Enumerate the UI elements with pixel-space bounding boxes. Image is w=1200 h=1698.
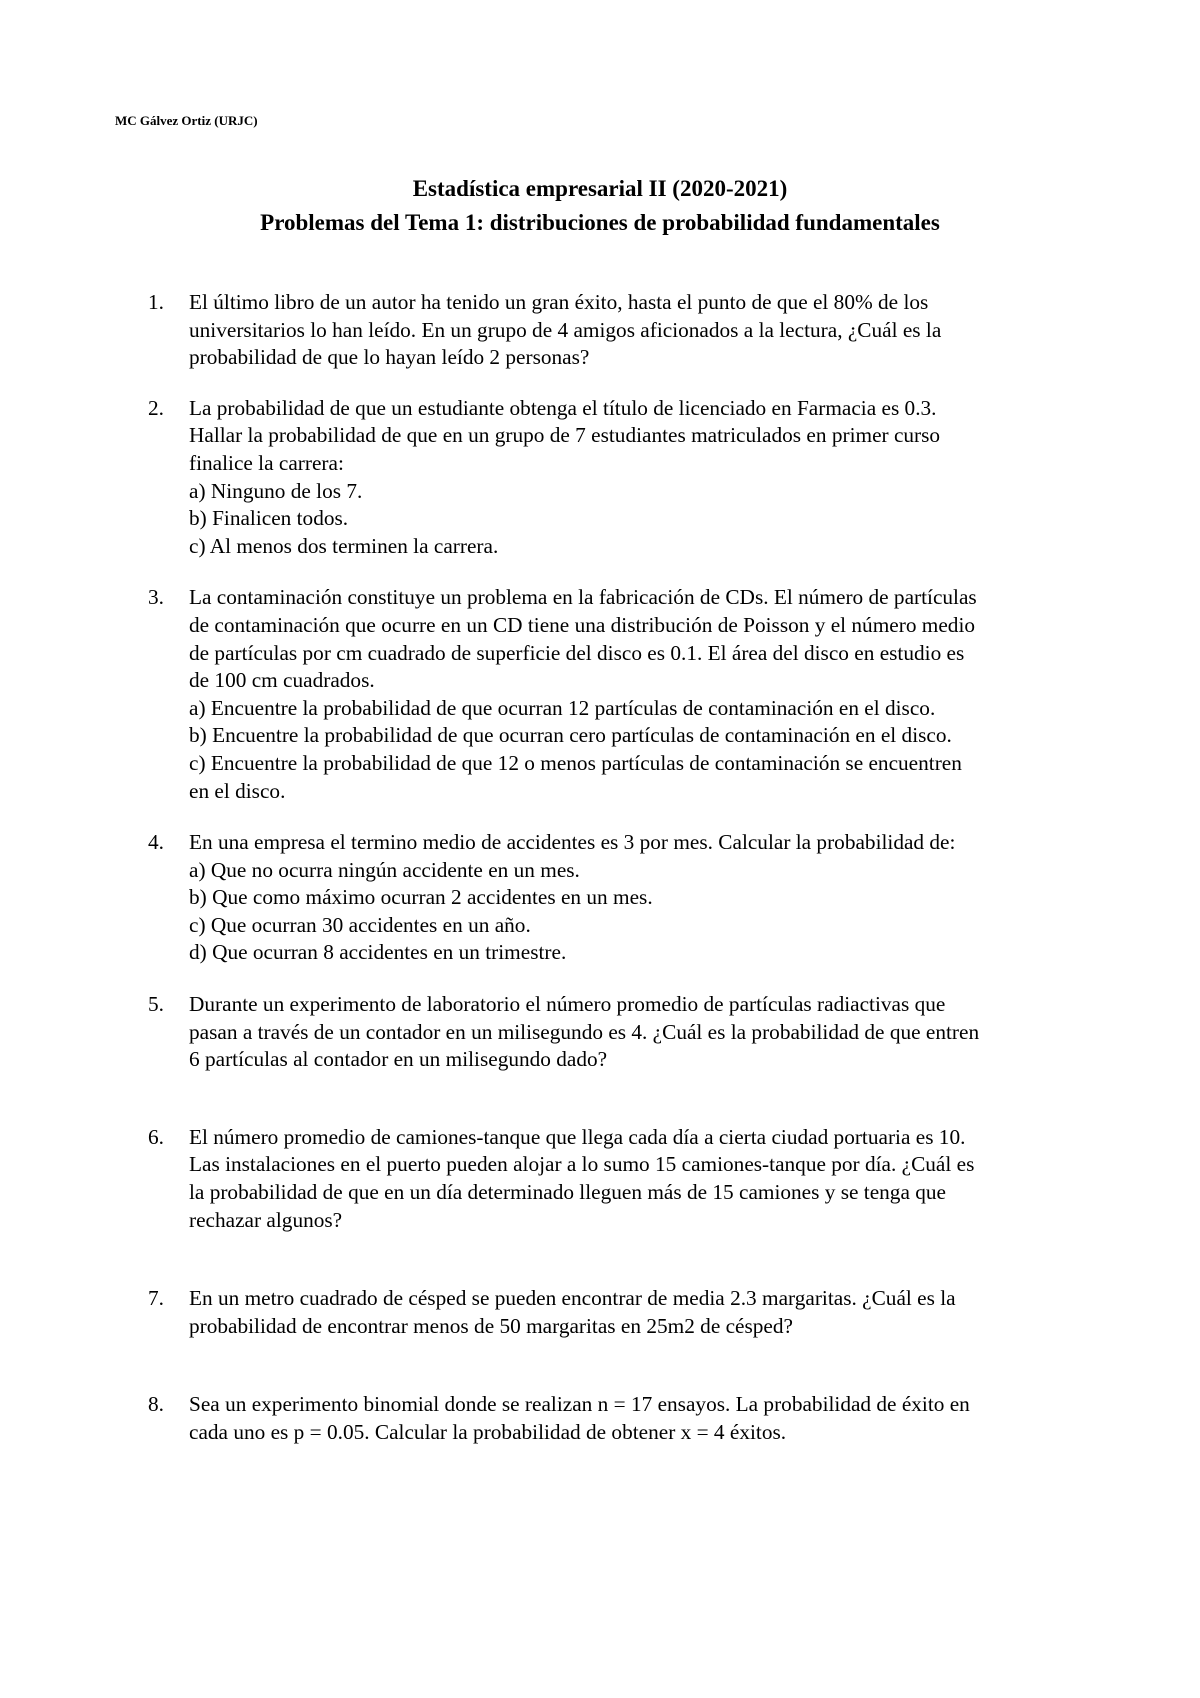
problem-1 <box>148 289 1088 372</box>
author-header: MC Gálvez Ortiz (URJC) <box>115 113 258 128</box>
problem-subitem: a) Encuentre la probabilidad de que ocurran 12 partículas de contaminación en el disco. <box>189 695 936 720</box>
problem-text-line: 6 partículas al contador en un milisegundo dado? <box>189 1047 608 1072</box>
problem-subitem: c) Al menos dos terminen la carrera. <box>189 533 499 558</box>
problem-number: 5. <box>148 992 164 1017</box>
problem-list <box>148 289 1088 1447</box>
problem-text-line: la probabilidad de que en un día determinado lleguen más de 15 camiones y se tenga que <box>189 1180 946 1205</box>
problem-7 <box>148 1285 1088 1340</box>
problem-number: 7. <box>148 1286 164 1311</box>
problem-4 <box>148 829 1088 967</box>
problem-number: 6. <box>148 1124 164 1149</box>
problem-6 <box>148 1124 1088 1234</box>
problem-subitem: b) Encuentre la probabilidad de que ocurran cero partículas de contaminación en el disco. <box>189 723 952 748</box>
problem-number: 8. <box>148 1392 164 1417</box>
problem-number: 2. <box>148 395 164 420</box>
problem-8 <box>148 1391 1088 1446</box>
document-title <box>0 172 1200 240</box>
problem-text-line: Las instalaciones en el puerto pueden alojar a lo sumo 15 camiones-tanque por día. ¿Cuál es <box>189 1152 975 1177</box>
problem-text-line: de 100 cm cuadrados. <box>189 668 375 693</box>
problem-subitem: a) Que no ocurra ningún accidente en un mes. <box>189 857 580 882</box>
problem-text-line: El último libro de un autor ha tenido un gran éxito, hasta el punto de que el 80% de los <box>189 290 929 314</box>
problem-number: 1. <box>148 290 164 314</box>
problem-subitem: d) Que ocurran 8 accidentes en un trimestre. <box>189 940 567 965</box>
problem-3 <box>148 584 1088 805</box>
title-line-1: Estadística empresarial II (2020-2021) <box>412 176 788 201</box>
problem-text-line: probabilidad de encontrar menos de 50 margaritas en 25m2 de césped? <box>189 1313 793 1338</box>
problem-2 <box>148 395 1088 561</box>
problem-text-line: En un metro cuadrado de césped se pueden encontrar de media 2.3 margaritas. ¿Cuál es la <box>189 1286 956 1311</box>
problem-subitem: a) Ninguno de los 7. <box>189 478 363 503</box>
problem-subitem: b) Que como máximo ocurran 2 accidentes en un mes. <box>189 885 653 910</box>
problem-text-line: Sea un experimento binomial donde se realizan n = 17 ensayos. La probabilidad de éxito en <box>189 1392 970 1417</box>
problem-text-line: Durante un experimento de laboratorio el número promedio de partículas radiactivas que <box>189 992 946 1017</box>
problem-text-line: cada uno es p = 0.05. Calcular la probabilidad de obtener x = 4 éxitos. <box>189 1420 787 1444</box>
problem-number: 3. <box>148 585 164 610</box>
problem-text-line: Hallar la probabilidad de que en un grupo de 7 estudiantes matriculados en primer curso <box>189 423 941 448</box>
problem-text-line: de contaminación que ocurre en un CD tiene una distribución de Poisson y el número medio <box>189 612 976 637</box>
problem-subitem: c) Que ocurran 30 accidentes en un año. <box>189 912 531 937</box>
problem-text-line: En una empresa el termino medio de accidentes es 3 por mes. Calcular la probabilidad de: <box>189 830 956 855</box>
problem-subitem: b) Finalicen todos. <box>189 506 349 531</box>
problem-text-line: probabilidad de que lo hayan leído 2 personas? <box>189 345 590 370</box>
problem-text-line: La probabilidad de que un estudiante obtenga el título de licenciado en Farmacia es 0.3. <box>189 395 937 420</box>
problem-text-line: pasan a través de un contador en un milisegundo es 4. ¿Cuál es la probabilidad de que entren <box>189 1019 980 1044</box>
problem-text-line: finalice la carrera: <box>189 450 344 475</box>
problem-text-line: rechazar algunos? <box>189 1207 343 1232</box>
problem-subitem: c) Encuentre la probabilidad de que 12 o menos partículas de contaminación se encuentren <box>189 750 962 775</box>
problem-5 <box>148 991 1088 1074</box>
problem-text-line: El número promedio de camiones-tanque que llega cada día a cierta ciudad portuaria es 10. <box>189 1124 966 1149</box>
problem-text-line: de partículas por cm cuadrado de superficie del disco es 0.1. El área del disco en estudio es <box>189 640 965 665</box>
problem-subitem: en el disco. <box>189 778 286 803</box>
title-line-2: Problemas del Tema 1: distribuciones de probabilidad fundamentales <box>260 210 940 235</box>
problem-number: 4. <box>148 830 164 855</box>
problem-text-line: universitarios lo han leído. En un grupo de 4 amigos aficionados a la lectura, ¿Cuál es la <box>189 317 942 342</box>
problem-text-line: La contaminación constituye un problema en la fabricación de CDs. El número de partículas <box>189 585 977 610</box>
